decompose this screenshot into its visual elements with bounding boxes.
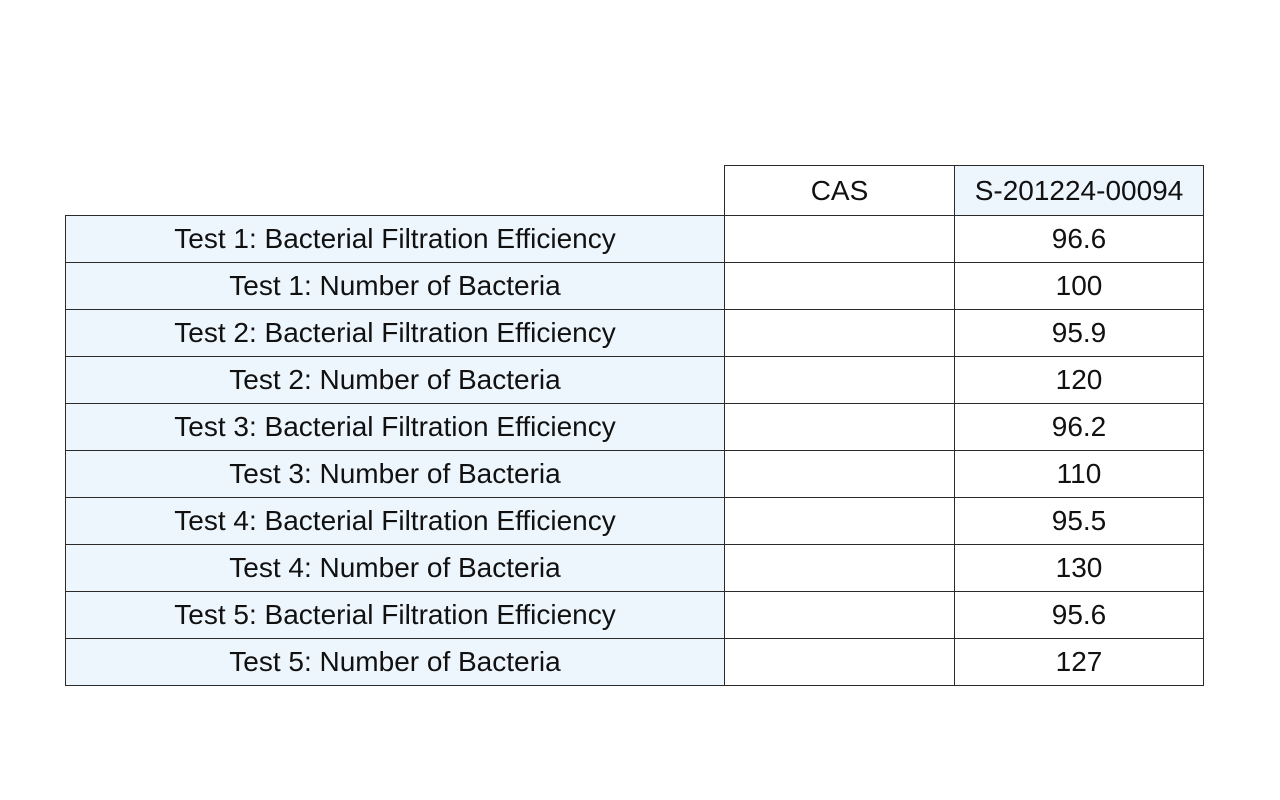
sample-value-cell: 95.6 [955,592,1204,639]
table-row [66,216,1204,263]
sample-value-cell: 96.6 [955,216,1204,263]
sample-value-cell: 120 [955,357,1204,404]
sample-id-column-header: S-201224-00094 [955,166,1204,216]
row-label-cell: Test 1: Bacterial Filtration Efficiency [66,216,725,263]
cas-value-cell [725,545,955,592]
cas-value-cell [725,357,955,404]
row-label-cell: Test 5: Number of Bacteria [66,639,725,686]
sample-value-cell: 100 [955,263,1204,310]
table-row [66,357,1204,404]
table-header-row [66,166,1204,216]
sample-value-cell: 127 [955,639,1204,686]
table-row [66,639,1204,686]
table-row [66,263,1204,310]
header-corner-cell [66,166,725,216]
row-label-cell: Test 1: Number of Bacteria [66,263,725,310]
table-row [66,404,1204,451]
cas-value-cell [725,451,955,498]
cas-value-cell [725,404,955,451]
row-label-cell: Test 4: Number of Bacteria [66,545,725,592]
cas-value-cell [725,310,955,357]
cas-column-header: CAS [725,166,955,216]
cas-value-cell [725,639,955,686]
table-row [66,451,1204,498]
sample-value-cell: 95.9 [955,310,1204,357]
sample-value-cell: 95.5 [955,498,1204,545]
table-row [66,592,1204,639]
row-label-cell: Test 5: Bacterial Filtration Efficiency [66,592,725,639]
table-row [66,545,1204,592]
cas-value-cell [725,216,955,263]
row-label-cell: Test 2: Bacterial Filtration Efficiency [66,310,725,357]
row-label-cell: Test 3: Number of Bacteria [66,451,725,498]
row-label-cell: Test 2: Number of Bacteria [66,357,725,404]
row-label-cell: Test 3: Bacterial Filtration Efficiency [66,404,725,451]
cas-value-cell [725,592,955,639]
sample-value-cell: 96.2 [955,404,1204,451]
results-table-container [65,165,1204,686]
sample-value-cell: 110 [955,451,1204,498]
table-body [66,166,1204,686]
sample-value-cell: 130 [955,545,1204,592]
row-label-cell: Test 4: Bacterial Filtration Efficiency [66,498,725,545]
table-row [66,310,1204,357]
cas-value-cell [725,263,955,310]
table-row [66,498,1204,545]
cas-value-cell [725,498,955,545]
results-table [65,165,1204,686]
